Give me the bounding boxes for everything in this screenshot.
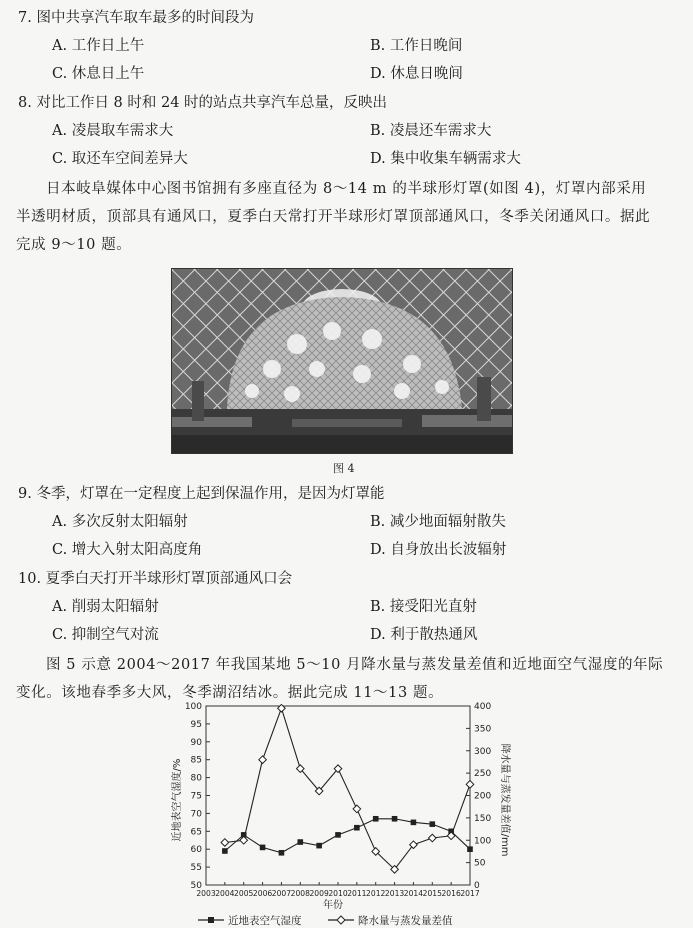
humidity-point bbox=[411, 820, 417, 826]
legend-marker-diamond bbox=[337, 916, 345, 924]
humidity-point bbox=[392, 816, 398, 822]
q8-option-a: A. 凌晨取车需求大 bbox=[52, 123, 174, 139]
difference-point bbox=[259, 756, 267, 764]
q10-option-d: D. 利于散热通风 bbox=[370, 627, 478, 643]
humidity-point bbox=[222, 848, 228, 854]
q7-stem: 7. 图中共享汽车取车最多的时间段为 bbox=[18, 10, 254, 26]
figure5-chart bbox=[158, 700, 518, 926]
right-tick-label: 200 bbox=[474, 791, 492, 802]
q8-option-d: D. 集中收集车辆需求大 bbox=[370, 151, 521, 167]
chart-legend bbox=[198, 914, 453, 926]
humidity-point bbox=[260, 845, 266, 851]
left-tick-label: 75 bbox=[190, 791, 202, 802]
q8-option-b: B. 凌晨还车需求大 bbox=[370, 123, 492, 139]
q9-option-b: B. 减少地面辐射散失 bbox=[370, 514, 506, 530]
library-dome-illustration bbox=[172, 269, 512, 453]
q9-stem: 9. 冬季，灯罩在一定程度上起到保温作用，是因为灯罩能 bbox=[18, 486, 385, 502]
left-axis-label: 近地表空气湿度/% bbox=[172, 758, 183, 842]
left-tick-label: 65 bbox=[190, 827, 202, 838]
difference-point bbox=[428, 834, 436, 842]
q8-option-c: C. 取还车空间差异大 bbox=[52, 151, 188, 167]
q10-stem: 10. 夏季白天打开半球形灯罩顶部通风口会 bbox=[18, 571, 293, 587]
left-tick-label: 95 bbox=[190, 719, 202, 730]
left-tick-label: 70 bbox=[190, 809, 202, 820]
passage2-line-2: 变化。该地春季多大风，冬季湖沼结冰。据此完成 11～13 题。 bbox=[16, 685, 444, 701]
humidity-point bbox=[373, 816, 379, 822]
humidity-point bbox=[467, 846, 473, 852]
right-tick-label: 400 bbox=[474, 702, 492, 712]
x-tick-label: 2008 bbox=[290, 889, 310, 898]
left-tick-label: 60 bbox=[190, 845, 202, 856]
x-tick-label: 2010 bbox=[328, 889, 348, 898]
passage1-line-2: 半透明材质，顶部具有通风口，夏季白天常打开半球形灯罩顶部通风口，冬季关闭通风口。据此 bbox=[16, 209, 651, 225]
q7-option-a: A. 工作日上午 bbox=[52, 38, 145, 54]
x-axis-ticks bbox=[196, 882, 479, 898]
difference-point bbox=[466, 781, 474, 789]
left-tick-label: 55 bbox=[190, 863, 202, 874]
x-tick-label: 2004 bbox=[215, 889, 235, 898]
legend-marker-square bbox=[208, 917, 214, 923]
humidity-point bbox=[297, 839, 303, 845]
right-tick-label: 100 bbox=[474, 836, 492, 847]
x-tick-label: 2003 bbox=[196, 889, 216, 898]
q9-option-a: A. 多次反射太阳辐射 bbox=[52, 514, 188, 530]
q10-option-a: A. 削弱太阳辐射 bbox=[52, 599, 159, 615]
passage2-line-1: 图 5 示意 2004～2017 年我国某地 5～10 月降水量与蒸发量差值和近地面空气湿度的年际 bbox=[46, 657, 664, 673]
q9-option-d: D. 自身放出长波辐射 bbox=[370, 542, 507, 558]
humidity-point bbox=[335, 832, 341, 838]
x-axis-label: 年份 bbox=[323, 900, 343, 911]
right-tick-label: 250 bbox=[474, 769, 492, 780]
difference-point bbox=[353, 805, 361, 813]
x-tick-label: 2011 bbox=[347, 889, 367, 898]
figure4-caption: 图 4 bbox=[333, 462, 355, 475]
passage1-line-1: 日本岐阜媒体中心图书馆拥有多座直径为 8～14 m 的半球形灯罩(如图 4)，灯罩内部采用 bbox=[46, 181, 647, 197]
plot-frame bbox=[206, 706, 470, 885]
right-tick-label: 50 bbox=[474, 858, 486, 869]
humidity-point bbox=[354, 825, 360, 831]
x-tick-label: 2009 bbox=[309, 889, 329, 898]
right-tick-label: 150 bbox=[474, 813, 492, 824]
humidity-point bbox=[279, 850, 285, 856]
q7-option-d: D. 休息日晚间 bbox=[370, 66, 463, 82]
q7-option-c: C. 休息日上午 bbox=[52, 66, 145, 82]
passage1-line-3: 完成 9～10 题。 bbox=[16, 237, 132, 253]
x-tick-label: 2015 bbox=[422, 889, 442, 898]
right-tick-label: 300 bbox=[474, 746, 492, 757]
x-tick-label: 2005 bbox=[234, 889, 254, 898]
left-tick-label: 90 bbox=[190, 737, 202, 748]
x-tick-label: 2007 bbox=[271, 889, 292, 898]
x-tick-label: 2012 bbox=[366, 889, 386, 898]
right-tick-label: 0 bbox=[474, 881, 480, 891]
x-tick-label: 2017 bbox=[460, 889, 480, 898]
figure4-photo bbox=[171, 268, 513, 454]
left-tick-label: 50 bbox=[190, 881, 202, 891]
q10-option-c: C. 抑制空气对流 bbox=[52, 627, 159, 643]
legend-label-difference: 降水量与蒸发量差值 bbox=[358, 915, 453, 926]
x-tick-label: 2013 bbox=[384, 889, 405, 898]
q8-stem: 8. 对比工作日 8 时和 24 时的站点共享汽车总量，反映出 bbox=[18, 95, 388, 111]
humidity-point bbox=[316, 843, 322, 849]
left-tick-label: 100 bbox=[184, 702, 202, 712]
right-axis-label: 降水量与蒸发量差值/mm bbox=[499, 743, 510, 857]
q9-option-c: C. 增大入射太阳高度角 bbox=[52, 542, 203, 558]
right-tick-label: 350 bbox=[474, 724, 492, 735]
difference-point bbox=[221, 839, 229, 847]
chart-axes bbox=[206, 706, 470, 885]
x-tick-label: 2016 bbox=[441, 889, 461, 898]
q10-option-b: B. 接受阳光直射 bbox=[370, 599, 477, 615]
legend-label-humidity: 近地表空气湿度 bbox=[228, 915, 302, 926]
x-tick-label: 2006 bbox=[252, 889, 273, 898]
q7-option-b: B. 工作日晚间 bbox=[370, 38, 463, 54]
humidity-point bbox=[429, 821, 435, 827]
left-tick-label: 85 bbox=[190, 755, 202, 766]
left-tick-label: 80 bbox=[190, 773, 202, 784]
x-tick-label: 2014 bbox=[403, 889, 424, 898]
